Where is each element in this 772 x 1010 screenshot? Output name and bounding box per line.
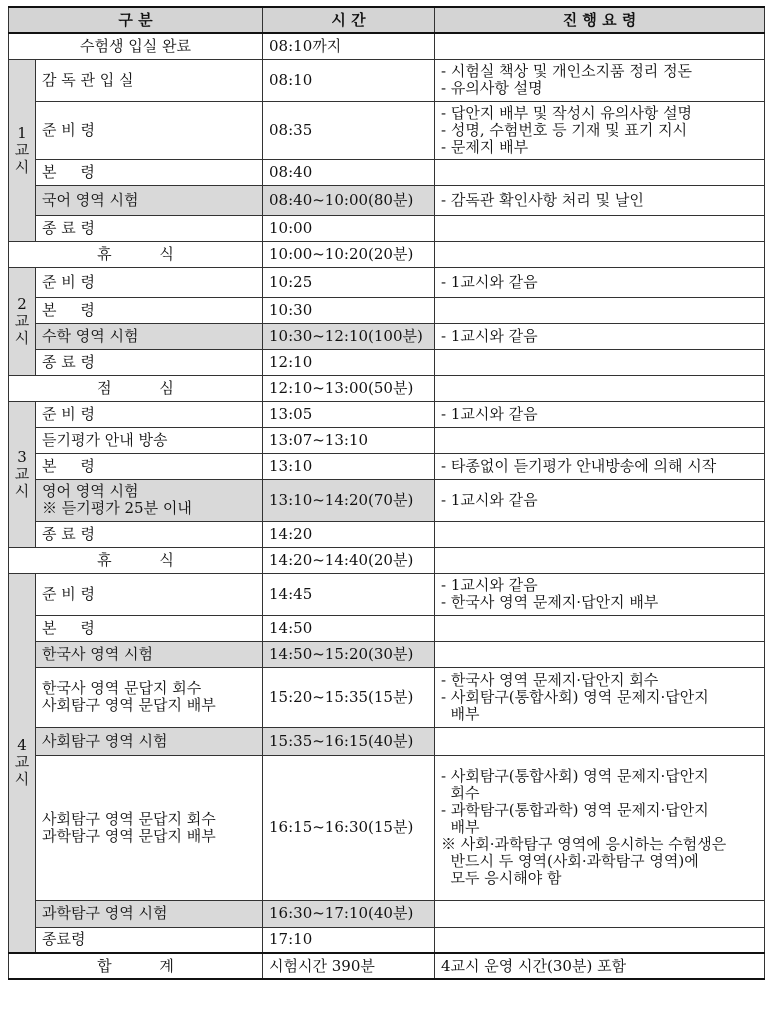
- total-row: [9, 953, 765, 979]
- table-row: [9, 101, 765, 159]
- table-row: [9, 727, 765, 755]
- s4-start-note: [435, 615, 765, 641]
- table-row: [9, 900, 765, 927]
- lunch-time: 12:10~13:00(50분): [263, 375, 435, 401]
- s1-exam-note: - 감독관 확인사항 처리 및 날인: [435, 185, 765, 215]
- session-4-char-2: 시: [14, 770, 30, 789]
- exam-schedule-table: [8, 6, 765, 980]
- s3-prep-note: - 1교시와 같음: [435, 401, 765, 427]
- table-row: [9, 927, 765, 953]
- s4-end-category: 종료령: [36, 927, 263, 953]
- s3-listening-time: 13:07~13:10: [263, 427, 435, 453]
- s2-exam-time: 10:30~12:10(100분): [263, 323, 435, 349]
- total-note: 4교시 운영 시간(30분) 포함: [435, 953, 765, 979]
- session-3-char-2: 시: [14, 481, 30, 500]
- total-time: 시험시간 390분: [263, 953, 435, 979]
- s4-prep-note: - 1교시와 같음 - 한국사 영역 문제지·답안지 배부: [435, 573, 765, 615]
- total-category: 합 계: [9, 953, 263, 979]
- s2-prep-time: 10:25: [263, 267, 435, 297]
- table-row: [9, 755, 765, 900]
- s1-exam-category: 국어 영역 시험: [36, 185, 263, 215]
- s3-end-category: 종 료 령: [36, 521, 263, 547]
- table-header-row: [9, 7, 765, 33]
- s4-history-collect-time: 15:20~15:35(15분): [263, 667, 435, 727]
- s1-start-category: 본 령: [36, 159, 263, 185]
- session-2-char-2: 시: [14, 328, 30, 347]
- s3-prep-time: 13:05: [263, 401, 435, 427]
- lunch-note: [435, 375, 765, 401]
- s3-start-note: - 타종없이 듣기평가 안내방송에 의해 시작: [435, 453, 765, 479]
- s4-history-exam-category: 한국사 영역 시험: [36, 641, 263, 667]
- table-row: [9, 267, 765, 297]
- table-row: [9, 215, 765, 241]
- s4-science-exam-note: [435, 900, 765, 927]
- session-1-char-2: 시: [14, 157, 30, 176]
- table-row: [9, 479, 765, 521]
- session-1-char-1: 교: [14, 140, 30, 159]
- table-row: [9, 323, 765, 349]
- header-time: 시 간: [263, 7, 435, 33]
- s3-exam-category: 영어 영역 시험 ※ 듣기평가 25분 이내: [36, 479, 263, 521]
- table-row: [9, 573, 765, 615]
- lunch-category: 점 심: [9, 375, 263, 401]
- table-row: [9, 159, 765, 185]
- header-procedure: 진 행 요 령: [435, 7, 765, 33]
- session-4-char-1: 교: [14, 753, 30, 772]
- table-row: [9, 427, 765, 453]
- session-3-char-1: 교: [14, 464, 30, 483]
- s2-start-time: 10:30: [263, 297, 435, 323]
- table-row: [9, 59, 765, 101]
- s2-end-note: [435, 349, 765, 375]
- s1-invigilator-note: - 시험실 책상 및 개인소지품 정리 정돈 - 유의사항 설명: [435, 59, 765, 101]
- table-row: [9, 615, 765, 641]
- table-row: [9, 297, 765, 323]
- table-row: [9, 521, 765, 547]
- s1-start-note: [435, 159, 765, 185]
- exam-schedule-document: [8, 6, 764, 980]
- s4-start-time: 14:50: [263, 615, 435, 641]
- table-row: [9, 547, 765, 573]
- s2-exam-category: 수학 영역 시험: [36, 323, 263, 349]
- break2-category: 휴 식: [9, 547, 263, 573]
- s3-listening-note: [435, 427, 765, 453]
- s4-start-category: 본 령: [36, 615, 263, 641]
- s4-prep-category: 준 비 령: [36, 573, 263, 615]
- table-row: [9, 401, 765, 427]
- s1-end-time: 10:00: [263, 215, 435, 241]
- s2-prep-note: - 1교시와 같음: [435, 267, 765, 297]
- table-row: [9, 33, 765, 59]
- s3-start-category: 본 령: [36, 453, 263, 479]
- s4-history-exam-note: [435, 641, 765, 667]
- s1-invigilator-category: 감 독 관 입 실: [36, 59, 263, 101]
- s1-end-note: [435, 215, 765, 241]
- break2-note: [435, 547, 765, 573]
- header-category: 구 분: [9, 7, 263, 33]
- session-2-char-1: 교: [14, 311, 30, 330]
- s2-prep-category: 준 비 령: [36, 267, 263, 297]
- s4-prep-time: 14:45: [263, 573, 435, 615]
- session-2-label: [9, 267, 36, 375]
- session-3-number: 3: [17, 447, 27, 466]
- table-row: [9, 241, 765, 267]
- break1-category: 휴 식: [9, 241, 263, 267]
- s4-social-exam-category: 사회탐구 영역 시험: [36, 727, 263, 755]
- table-row: [9, 375, 765, 401]
- s4-history-exam-time: 14:50~15:20(30분): [263, 641, 435, 667]
- s4-end-time: 17:10: [263, 927, 435, 953]
- s4-social-collect-category: 사회탐구 영역 문답지 회수 과학탐구 영역 문답지 배부: [36, 755, 263, 900]
- s4-history-collect-category: 한국사 영역 문답지 회수 사회탐구 영역 문답지 배부: [36, 667, 263, 727]
- table-row: [9, 185, 765, 215]
- row-entry-category: 수험생 입실 완료: [9, 33, 263, 59]
- session-3-label: [9, 401, 36, 547]
- s3-exam-note: - 1교시와 같음: [435, 479, 765, 521]
- s1-prep-category: 준 비 령: [36, 101, 263, 159]
- s3-end-note: [435, 521, 765, 547]
- s4-history-collect-note: - 한국사 영역 문제지·답안지 회수 - 사회탐구(통합사회) 영역 문제지·답안지 배부: [435, 667, 765, 727]
- table-row: [9, 453, 765, 479]
- s3-prep-category: 준 비 령: [36, 401, 263, 427]
- s3-exam-time: 13:10~14:20(70분): [263, 479, 435, 521]
- s3-end-time: 14:20: [263, 521, 435, 547]
- break2-time: 14:20~14:40(20분): [263, 547, 435, 573]
- s2-end-category: 종 료 령: [36, 349, 263, 375]
- s4-social-exam-note: [435, 727, 765, 755]
- s2-exam-note: - 1교시와 같음: [435, 323, 765, 349]
- table-row: [9, 641, 765, 667]
- row-entry-time: 08:10까지: [263, 33, 435, 59]
- session-1-number: 1: [17, 123, 27, 142]
- s4-science-exam-time: 16:30~17:10(40분): [263, 900, 435, 927]
- break1-time: 10:00~10:20(20분): [263, 241, 435, 267]
- table-row: [9, 667, 765, 727]
- s4-social-collect-note: - 사회탐구(통합사회) 영역 문제지·답안지 회수 - 과학탐구(통합과학) 영역 문제지·답안지 배부 ※ 사회·과학탐구 영역에 응시하는 수험생은 반드시 두 영역(사회·과학탐구 영역)에 모두 응시해야 함: [435, 755, 765, 900]
- s4-end-note: [435, 927, 765, 953]
- session-4-number: 4: [17, 736, 27, 755]
- s1-invigilator-time: 08:10: [263, 59, 435, 101]
- s1-prep-note: - 답안지 배부 및 작성시 유의사항 설명 - 성명, 수험번호 등 기재 및 표기 지시 - 문제지 배부: [435, 101, 765, 159]
- s4-science-exam-category: 과학탐구 영역 시험: [36, 900, 263, 927]
- break1-note: [435, 241, 765, 267]
- row-entry-note: [435, 33, 765, 59]
- s1-end-category: 종 료 령: [36, 215, 263, 241]
- s4-social-exam-time: 15:35~16:15(40분): [263, 727, 435, 755]
- s1-exam-time: 08:40~10:00(80분): [263, 185, 435, 215]
- session-1-label: [9, 59, 36, 241]
- s2-start-note: [435, 297, 765, 323]
- session-4-label: [9, 573, 36, 953]
- s3-listening-category: 듣기평가 안내 방송: [36, 427, 263, 453]
- s1-prep-time: 08:35: [263, 101, 435, 159]
- s3-start-time: 13:10: [263, 453, 435, 479]
- s1-start-time: 08:40: [263, 159, 435, 185]
- s4-social-collect-time: 16:15~16:30(15분): [263, 755, 435, 900]
- session-2-number: 2: [17, 294, 27, 313]
- table-row: [9, 349, 765, 375]
- s2-end-time: 12:10: [263, 349, 435, 375]
- s2-start-category: 본 령: [36, 297, 263, 323]
